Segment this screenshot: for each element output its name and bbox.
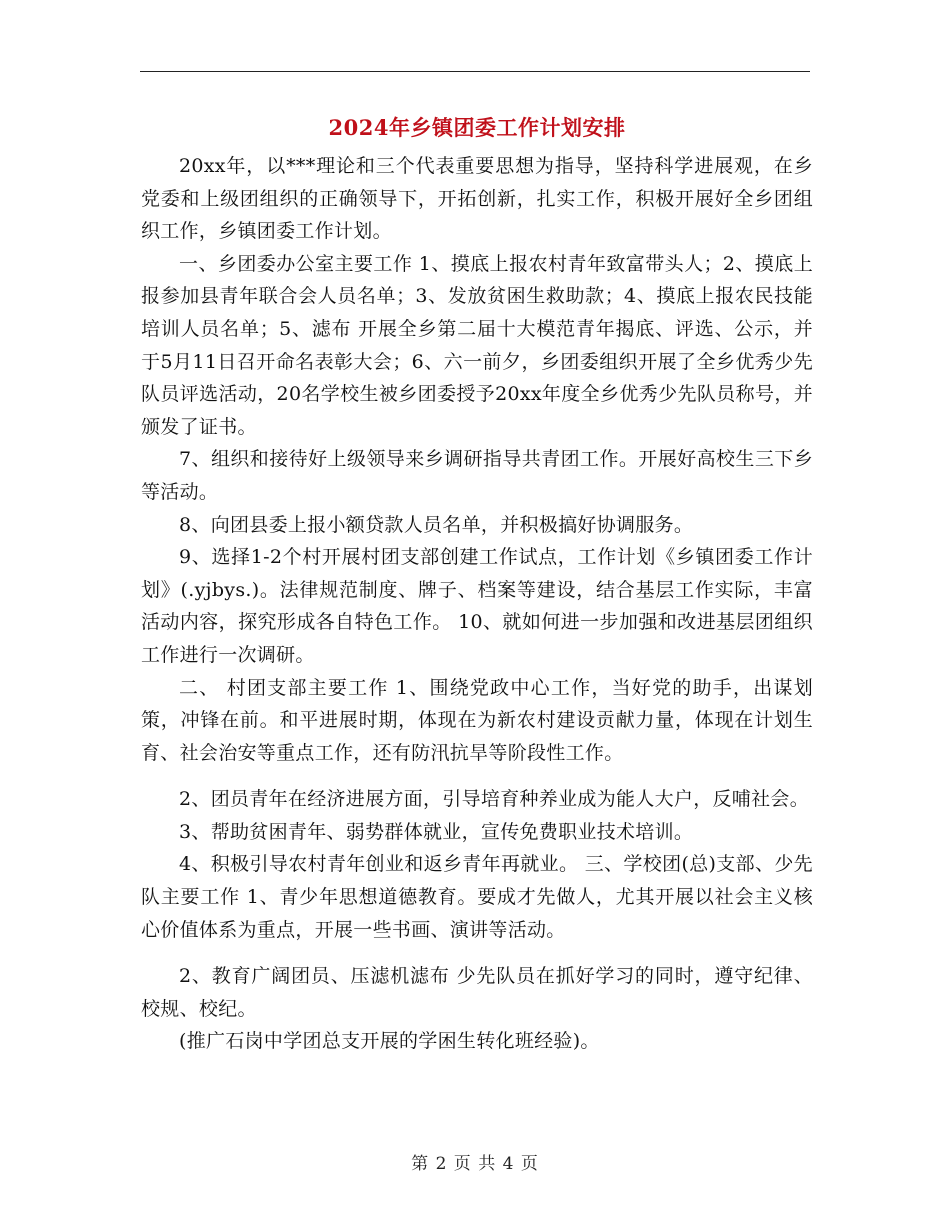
paragraph-section-3: 4、积极引导农村青年创业和返乡青年再就业。 三、学校团(总)支部、少先队主要工作 1、青少年思想道德教育。要成才先做人，尤其开展以社会主义核心价值体系为重点，开展一些书画、演讲等活动。 (141, 853, 813, 941)
paragraph-intro: 20xx年，以***理论和三个代表重要思想为指导，坚持科学进展观，在乡党委和上级团组织的正确领导下，开拓创新，扎实工作，积极开展好全乡团组织工作，乡镇团委工作计划。 (141, 155, 813, 243)
paragraph-note: (推广石岗中学团总支开展的学困生转化班经验)。 (179, 1030, 600, 1053)
paragraph-section-2-item-3: 3、帮助贫困青年、弱势群体就业，宣传免费职业技术培训。 (179, 820, 694, 843)
paragraph-item-9-10: 9、选择1-2个村开展村团支部创建工作试点，工作计划《乡镇团委工作计划》(.yjbys.)。法律规范制度、牌子、档案等建设，结合基层工作实际，丰富活动内容，探究形成各自特色工作。 10、就如何进一步加强和改进基层团组织工作进行一次调研。 (141, 546, 813, 666)
document-title: 2024年乡镇团委工作计划安排 (328, 115, 626, 140)
paragraph-item-7: 7、组织和接待好上级领导来乡调研指导共青团工作。开展好高校生三下乡等活动。 (141, 448, 813, 503)
paragraph-item-8: 8、向团县委上报小额贷款人员名单，并积极搞好协调服务。 (179, 513, 694, 536)
paragraph-section-1: 一、乡团委办公室主要工作 1、摸底上报农村青年致富带头人；2、摸底上报参加县青年联合会人员名单；3、发放贫困生救助款；4、摸底上报农民技能培训人员名单；5、滤布 开展全乡第二届十大模范青年揭底、评选、公示，并于5月11日召开命名表彰大会；6、六一前夕，乡团委组织开展了全乡优秀少先队员评选活动，20名学校生被乡团委授予20xx年度全乡优秀少先队员称号，并颁发了证书。 (141, 252, 813, 438)
paragraph-section-3-item-2: 2、教育广阔团员、压滤机滤布 少先队员在抓好学习的同时，遵守纪律、校规、校纪。 (141, 965, 813, 1020)
header-rule (140, 71, 810, 72)
paragraph-section-2-item-2: 2、团员青年在经济进展方面，引导培育种养业成为能人大户，反哺社会。 (179, 788, 809, 811)
paragraph-section-2: 二、 村团支部主要工作 1、围绕党政中心工作，当好党的助手，出谋划策，冲锋在前。和平进展时期，体现在为新农村建设贡献力量，体现在计划生育、社会治安等重点工作，还有防汛抗旱等阶段性工作。 (141, 676, 813, 764)
page-number-footer: 第 2 页 共 4 页 (411, 1154, 539, 1174)
document-body (141, 110, 813, 1058)
